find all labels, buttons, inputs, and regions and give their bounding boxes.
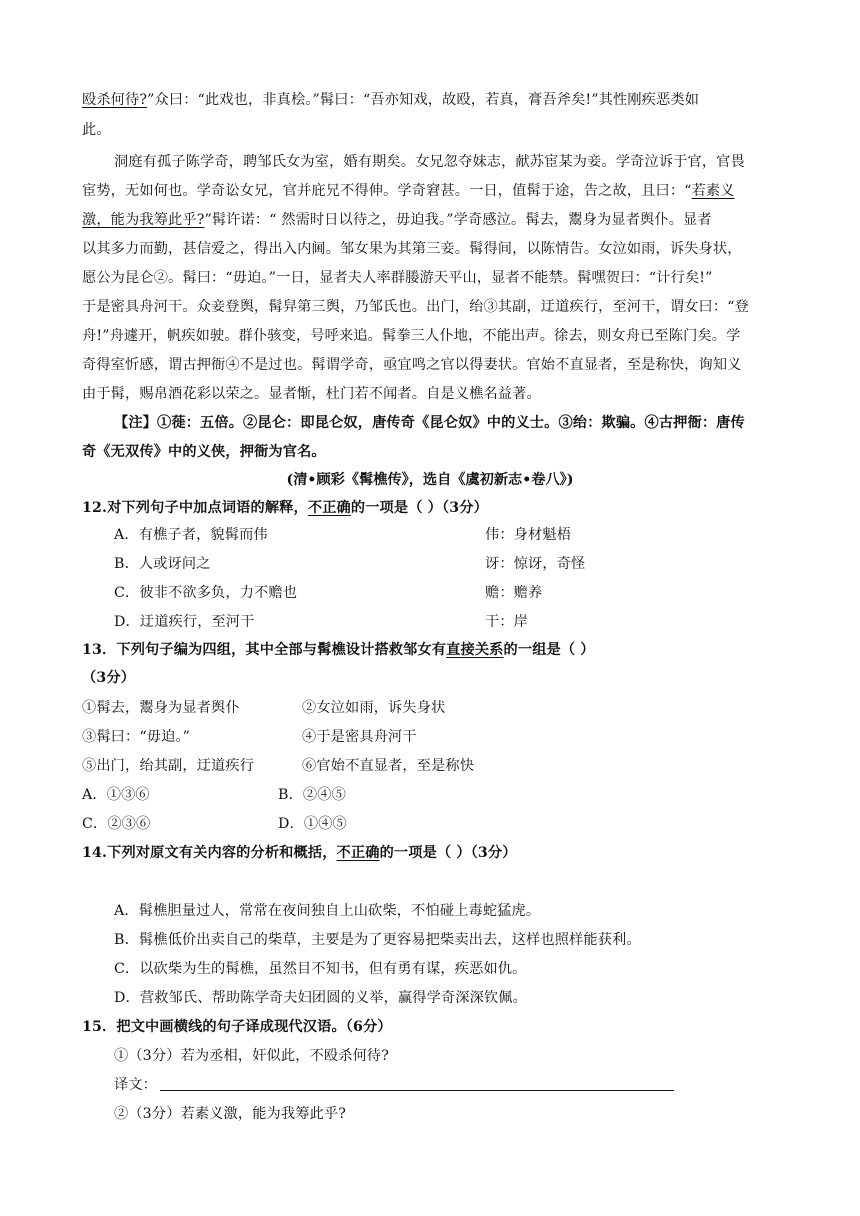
q13-choice-c[interactable]: C．②③⑥: [82, 816, 151, 832]
underlined-sentence: 殴杀何待?: [82, 92, 148, 108]
question-15-stem: 15．把文中画横线的句子译成现代汉语。（6分）: [82, 1019, 392, 1035]
annotation-line: 【注】①蓰：五倍。②昆仑：即昆仑奴，唐传奇《昆仑奴》中的义士。③绐：欺骗。④古押衙：唐传: [114, 415, 745, 431]
q15-sentence-1: ①（3分）若为丞相，奸似此，不殴杀何待?: [114, 1048, 390, 1064]
q12-option-c[interactable]: [114, 583, 297, 603]
q13-item: ④于是密具舟河干: [302, 729, 417, 745]
stem-emphasis: 不正确: [336, 845, 380, 861]
annotation-line: 奇《无双传》中的义侠，押衙为官名。: [82, 444, 326, 460]
passage-text: ”众曰：“此戏也，非真桧。”髯曰：“吾亦知戏，故殴，若真，膏吾斧矣!”其性刚疾恶类如: [147, 92, 700, 108]
stem-emphasis: 不正确: [307, 500, 351, 516]
q12-option-b-meaning: 讶：惊讶，奇怪: [485, 556, 586, 572]
question-13-stem: [82, 640, 595, 660]
q12-option-d[interactable]: [114, 612, 255, 632]
question-13-score: （3分）: [82, 670, 136, 686]
passage-line: 以其多力而勤，甚信爱之，得出入内阃。邹女果为其第三妾。髯得间，以陈情告。女泣如雨，诉失身状，: [82, 241, 742, 257]
question-14-stem: [82, 843, 517, 863]
passage-line: 由于髯，赐帛酒花彩以荣之。显者惭，杜门若不闻者。自是义樵名益著。: [82, 386, 541, 402]
q15-sentence-2: ②（3分）若素义激，能为我筹此乎?: [114, 1106, 346, 1122]
question-12-stem: [82, 498, 488, 518]
stem-text: 的一组是（ ）: [503, 642, 595, 658]
passage-line: [82, 181, 735, 201]
q14-option-d[interactable]: D．营救邹氏、帮助陈学奇夫妇团圆的义举，赢得学奇深深钦佩。: [114, 990, 527, 1006]
stem-text: 12.对下列句子中加点词语的解释，: [82, 500, 308, 516]
option-text: B．人或讶问之: [114, 556, 211, 572]
option-text: D．迂道疾行，至河干: [114, 614, 255, 630]
stem-text: 的一项是（ ）（3分）: [379, 845, 517, 861]
passage-line: 此。: [82, 122, 111, 138]
source-citation: (清•顾彩《髯樵传》，选自《虞初新志•卷八》): [286, 472, 574, 488]
passage-text: 宦势，无如何也。学奇讼女兄，官并庇兄不得伸。学奇窘甚。一日，值髯于途，告之故，且曰：“: [82, 183, 692, 199]
translation-answer-line[interactable]: [160, 1090, 674, 1091]
q13-item: ⑤出门，绐其副，迂道疾行: [82, 758, 255, 774]
stem-text: 13．下列句子编为四组，其中全部与髯樵设计搭救邹女有: [82, 642, 447, 658]
underlined-sentence: 若素义: [691, 183, 735, 199]
stem-text: 14.下列对原文有关内容的分析和概括，: [82, 845, 337, 861]
q13-choice-d[interactable]: D．①④⑤: [278, 816, 347, 832]
stem-text: 的一项是（ ）（3分）: [350, 500, 488, 516]
underlined-sentence: 激，能为我筹此乎?: [82, 212, 205, 228]
passage-line: 于是密具舟河干。众妾登舆，髯舁第三舆，乃邹氏也。出门，绐③其副，迂道疾行，至河干，谓女曰：“登: [82, 299, 749, 315]
passage-text: ”髯许诺：“ 然需时日以待之，毋迫我。”学奇感泣。髯去，鬻身为显者舆仆。显者: [204, 212, 712, 228]
q12-option-b[interactable]: [114, 554, 211, 574]
q13-choice-a[interactable]: A．①③⑥: [82, 787, 150, 803]
q12-option-d-meaning: 干：岸: [485, 614, 529, 630]
q12-option-a-meaning: 伟：身材魁梧: [485, 527, 572, 543]
q13-item: ①髯去，鬻身为显者舆仆: [82, 700, 240, 716]
passage-line: 舟!”舟遽开，帆疾如驶。群仆骇变，号呼来追。髯拳三人仆地，不能出声。徐去，则女舟已至陈门矣。学: [82, 328, 741, 344]
option-text: A．有樵子者，貌髯而伟: [114, 527, 268, 543]
passage-line: [82, 210, 712, 230]
q13-item: ⑥官始不直显者，至是称快: [302, 758, 475, 774]
passage-line: [82, 90, 699, 110]
passage-line: 洞庭有孤子陈学奇，聘邹氏女为室，婚有期矣。女兄忽夺妹志，献苏宦某为妾。学奇泣诉于官，官畏: [114, 154, 745, 170]
q14-option-a[interactable]: A．髯樵胆量过人，常常在夜间独自上山砍柴，不怕碰上毒蛇猛虎。: [114, 903, 541, 919]
q13-item: ③髯曰：“毋迫。”: [82, 729, 191, 745]
q14-option-c[interactable]: C．以砍柴为生的髯樵，虽然目不知书，但有勇有谋，疾恶如仇。: [114, 961, 527, 977]
translation-label: 译文：: [114, 1077, 158, 1093]
q13-item: ②女泣如雨，诉失身状: [302, 700, 446, 716]
option-text: C．彼非不欲多负，力不赡也: [114, 585, 298, 601]
q12-option-c-meaning: 赡：赡养: [485, 585, 543, 601]
q12-option-a[interactable]: [114, 525, 268, 545]
passage-line: 奇得室忻感，谓古押衙④不是过也。髯谓学奇，亟宜鸣之官以得妻状。官始不直显者，至是称快，询知义: [82, 357, 742, 373]
q13-choice-b[interactable]: B．②④⑤: [278, 787, 346, 803]
q14-option-b[interactable]: B．髯樵低价出卖自己的柴草，主要是为了更容易把柴卖出去，这样也照样能获利。: [114, 932, 641, 948]
passage-line: 愿公为昆仑②。髯曰：“毋迫。”一日，显者夫人率群媵游天平山，显者不能禁。髯嘿贺曰：“计行矣!”: [82, 270, 713, 286]
stem-emphasis: 直接关系: [446, 642, 504, 658]
